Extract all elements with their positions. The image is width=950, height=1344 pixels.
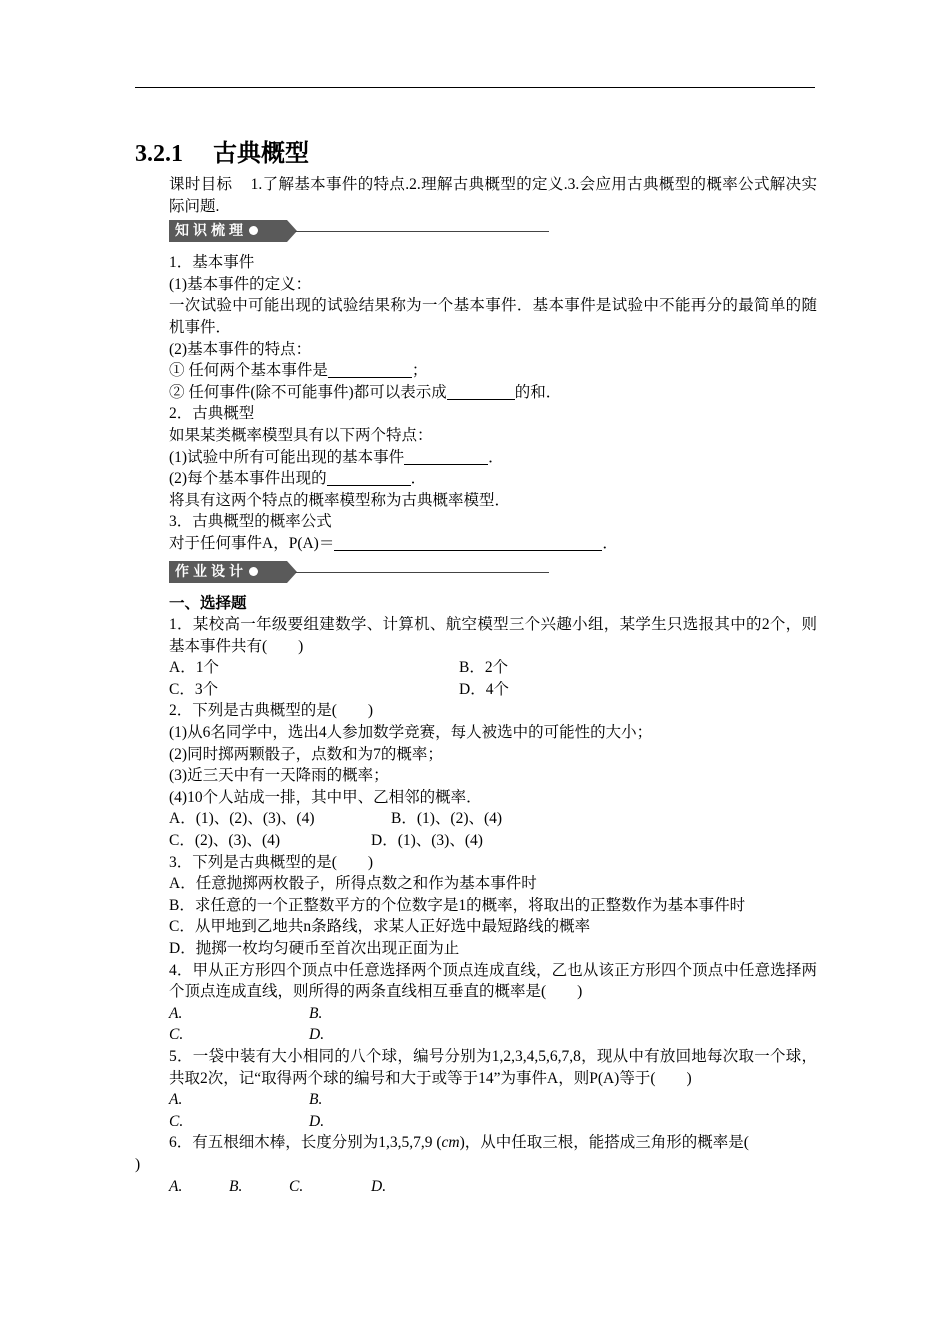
section-number: 3.2.1 xyxy=(135,141,183,167)
model-intro: 如果某类概率模型具有以下两个特点： xyxy=(169,426,433,444)
knowledge-h3: 3．古典概型的概率公式 xyxy=(169,513,332,531)
q4-option-a[interactable]: A. xyxy=(169,1004,183,1022)
q1-options-row1 xyxy=(169,657,817,679)
objectives-label: 课时目标 xyxy=(169,176,233,193)
fill-blank[interactable] xyxy=(327,471,411,486)
feat2-end: 的和． xyxy=(514,383,562,401)
homework-banner-tag xyxy=(169,561,287,583)
q1-option-c[interactable]: C．3个 xyxy=(169,680,219,698)
condition-2 xyxy=(169,468,817,490)
fill-blank[interactable] xyxy=(334,536,602,551)
knowledge-banner-label: 知识梳理 xyxy=(175,223,247,240)
q2-stem: 2．下列是古典概型的是( ) xyxy=(169,702,374,720)
section-heading: 一、选择题 xyxy=(169,594,247,612)
q1-options-row2 xyxy=(169,679,817,701)
objectives-text: 1.了解基本事件的特点.2.理解古典概型的定义.3.会应用古典概型的概率公式解决实际问题. xyxy=(169,176,817,215)
q2-statement-1: (1)从6名同学中，选出4人参加数学竞赛，每人被选中的可能性的大小； xyxy=(169,724,653,742)
bullet-dot-icon xyxy=(249,226,258,235)
feat-head: (2)基本事件的特点： xyxy=(169,340,312,358)
condition-1-text: (1)试验中所有可能出现的基本事件 xyxy=(169,448,405,466)
condition-2-text: (2)每个基本事件出现的 xyxy=(169,470,327,488)
banner-rule xyxy=(295,572,549,573)
feat1-text: ① 任何两个基本事件是 xyxy=(169,362,328,380)
knowledge-h1: 1．基本事件 xyxy=(169,254,255,272)
q4-option-d[interactable]: D. xyxy=(309,1026,325,1044)
q4-option-b[interactable]: B. xyxy=(309,1004,323,1022)
q5-option-d[interactable]: D. xyxy=(309,1112,325,1130)
q1-option-d[interactable]: D．4个 xyxy=(459,680,509,698)
q6-stem xyxy=(169,1132,817,1154)
def-head: (1)基本事件的定义： xyxy=(169,275,312,293)
knowledge-banner xyxy=(169,218,549,244)
q4-option-c[interactable]: C. xyxy=(169,1026,184,1044)
q6-option-b[interactable]: B. xyxy=(229,1177,243,1195)
banner-rule xyxy=(295,231,549,232)
page-title xyxy=(135,133,309,168)
q5-option-c[interactable]: C. xyxy=(169,1112,184,1130)
q3-option-d[interactable]: D．抛掷一枚均匀硬币至首次出现正面为止 xyxy=(169,940,460,957)
formula xyxy=(169,533,817,555)
q3-option-b[interactable]: B．求任意的一个正整数平方的个位数字是1的概率，将取出的正整数作为基本事件时 xyxy=(169,896,746,914)
page-content xyxy=(135,174,817,1197)
q2-option-b[interactable]: B．(1)、(2)、(4) xyxy=(391,810,503,828)
q3-option-c[interactable]: C．从甲地到乙地共n条路线，求某人正好选中最短路线的概率 xyxy=(169,918,591,936)
header-rule xyxy=(135,87,815,88)
objectives xyxy=(169,174,817,217)
knowledge-banner-tag xyxy=(169,220,287,242)
q6-stem-end: ) xyxy=(135,1155,141,1173)
q3-stem: 3．下列是古典概型的是( ) xyxy=(169,853,374,871)
q5-options-row2 xyxy=(169,1111,817,1133)
condition-2-end: ． xyxy=(410,470,427,488)
feat2-text: ② 任何事件(除不可能事件)都可以表示成 xyxy=(169,383,447,401)
q4-stem: 4．甲从正方形四个顶点中任意选择两个顶点连成直线，乙也从该正方形四个顶点中任意选择两个顶点连成直线，则所得的两条直线相互垂直的概率是( ) xyxy=(169,961,817,1001)
q5-stem: 5．一袋中装有大小相同的八个球，编号分别为1,2,3,4,5,6,7,8，现从中有放回地每次取一个球，共取2次，记“取得两个球的编号和大于或等于14”为事件A，则P(A)等于( ) xyxy=(169,1047,817,1087)
def-text: 一次试验中可能出现的试验结果称为一个基本事件．基本事件是试验中不能再分的最简单的随机事件． xyxy=(169,297,817,336)
q2-option-c[interactable]: C．(2)、(3)、(4) xyxy=(169,832,281,850)
q1-option-b[interactable]: B．2个 xyxy=(459,659,509,677)
homework-banner xyxy=(169,559,549,585)
q4-options-row1 xyxy=(169,1003,817,1025)
condition-1-end: ． xyxy=(488,448,504,466)
q6-option-d[interactable]: D. xyxy=(371,1177,387,1195)
q2-option-d[interactable]: D．(1)、(3)、(4) xyxy=(371,832,483,850)
feat1 xyxy=(169,360,817,382)
q2-statement-4: (4)10个人站成一排，其中甲、乙相邻的概率． xyxy=(169,788,482,806)
q6-option-c[interactable]: C. xyxy=(289,1177,304,1195)
q6-options xyxy=(169,1176,817,1198)
feat1-end: ； xyxy=(411,362,428,380)
condition-1 xyxy=(169,447,817,469)
fill-blank[interactable] xyxy=(404,450,488,465)
q5-option-b[interactable]: B. xyxy=(309,1091,323,1109)
q4-options-row2 xyxy=(169,1024,817,1046)
bullet-dot-icon xyxy=(249,567,258,576)
section-title: 古典概型 xyxy=(213,141,309,167)
homework-banner-label: 作业设计 xyxy=(175,563,247,580)
q6-stem-text-2: )，从中任取三根，能搭成三角形的概率是( xyxy=(459,1134,749,1152)
q2-options-row1 xyxy=(169,808,817,830)
fill-blank[interactable] xyxy=(447,385,515,400)
model-conclusion: 将具有这两个特点的概率模型称为古典概率模型． xyxy=(169,491,511,509)
q3-option-a[interactable]: A．任意抛掷两枚骰子，所得点数之和作为基本事件时 xyxy=(169,875,537,893)
q2-statement-3: (3)近三天中有一天降雨的概率； xyxy=(169,767,389,785)
q2-statement-2: (2)同时掷两颗骰子，点数和为7的概率； xyxy=(169,745,443,763)
knowledge-h2: 2．古典概型 xyxy=(169,405,255,423)
q6-stem-text: 6．有五根细木棒，长度分别为1,3,5,7,9 ( xyxy=(169,1134,442,1152)
q6-option-a[interactable]: A. xyxy=(169,1177,183,1195)
q2-option-a[interactable]: A．(1)、(2)、(3)、(4) xyxy=(169,810,315,828)
q2-options-row2 xyxy=(169,830,817,852)
formula-text: 对于任何事件A，P(A)＝ xyxy=(169,534,335,552)
q5-options-row1 xyxy=(169,1089,817,1111)
q5-option-a[interactable]: A. xyxy=(169,1091,183,1109)
q1-stem: 1．某校高一年级要组建数学、计算机、航空模型三个兴趣小组，某学生只选报其中的2个，则基本事件共有( ) xyxy=(169,616,817,655)
formula-end: ． xyxy=(602,534,618,552)
q6-unit: cm xyxy=(441,1134,460,1152)
q1-option-a[interactable]: A．1个 xyxy=(169,659,219,677)
feat2 xyxy=(169,382,817,404)
fill-blank[interactable] xyxy=(328,363,412,378)
